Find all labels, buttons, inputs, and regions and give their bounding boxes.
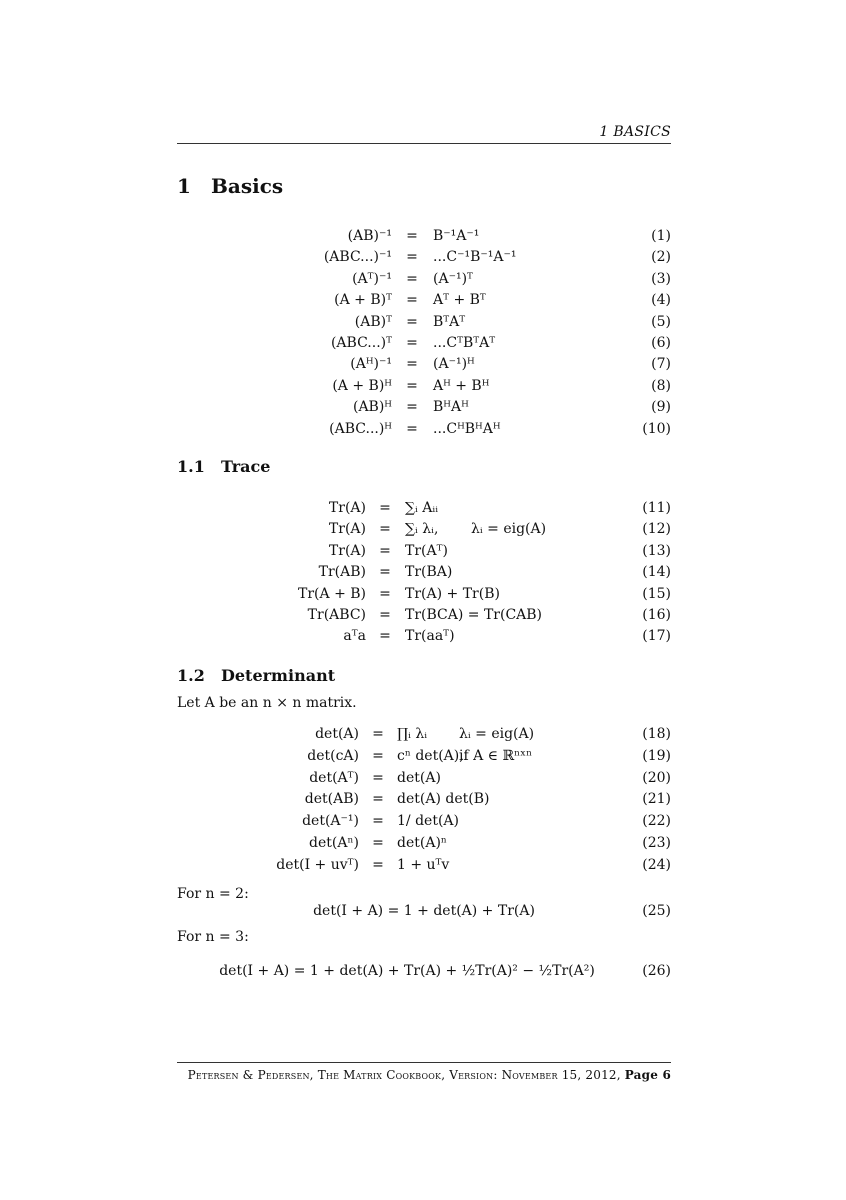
equals-sign: = [379,564,391,581]
equals-sign: = [406,292,418,309]
equation-number: (14) [642,564,671,581]
section-number: 1 [177,174,191,198]
equation-row [0,855,846,875]
equation-lhs: det(I + uvᵀ) [276,856,359,873]
equation-lhs: (AB)ᵀ [354,313,392,330]
section-title [177,174,283,198]
equation-row [0,519,846,539]
equation-lhs: (ABC...)ᴴ [329,420,392,437]
equals-sign: = [379,521,391,538]
equation-condition: λᵢ = eig(A) [471,521,547,538]
equation-lhs: det(cA) [307,747,359,764]
equation-row [0,746,846,766]
equation-number: (17) [642,628,671,645]
equation-number: (24) [642,856,671,873]
equation-rhs: B⁻¹A⁻¹ [433,228,480,244]
equation-row [0,498,846,518]
equals-sign: = [379,607,391,623]
equation-lhs: (ABC...)⁻¹ [323,249,392,266]
equals-sign: = [406,335,418,351]
footer-rule [177,1062,671,1063]
equation-condition: if A ∈ ℝⁿˣⁿ [459,747,533,764]
equation-number: (16) [642,607,671,623]
equation-row [0,768,846,788]
equation-rhs: Aᴴ + Bᴴ [433,377,490,394]
equation-lhs: (ABC...)ᵀ [330,335,392,351]
equation-lhs: (AB)ᴴ [352,399,392,416]
subsection-title-determinant [177,666,335,685]
equation-row [0,562,846,582]
equation-lhs: Tr(A) [328,500,366,516]
equals-sign: = [379,542,391,559]
equation-number: (21) [642,791,671,808]
subsection-title-text: Determinant [221,666,336,685]
equation-rhs: Tr(BA) [405,564,453,581]
equation-number: (8) [651,377,671,394]
equation-number: (12) [642,521,671,538]
equation-lhs: (Aᵀ)⁻¹ [352,270,392,287]
equation-row [177,963,671,983]
equation-body: det(I + A) = 1 + det(A) + Tr(A) [313,903,535,919]
subsection-title-trace [177,457,270,476]
equals-sign: = [406,228,418,244]
equation-rhs: 1 + uᵀv [397,856,450,873]
equation-lhs: det(Aⁿ) [309,835,359,851]
equals-sign: = [379,585,391,602]
equation-row [0,789,846,809]
footer-text: Petersen & Pedersen, The Matrix Cookbook, Version: November 15, 2012, [187,1068,621,1082]
equation-rhs: BᴴAᴴ [433,399,469,416]
equation-row [0,419,846,439]
equation-lhs: Tr(ABC) [307,607,366,623]
equation-rhs: Aᵀ + Bᵀ [433,292,486,309]
equation-number: (20) [642,769,671,786]
equation-rhs: 1/ det(A) [397,813,459,830]
equation-row [0,226,846,246]
equation-number: (18) [642,726,671,742]
equation-lhs: Tr(A + B) [298,585,366,602]
equation-number: (11) [642,500,671,516]
equation-number: (22) [642,813,671,830]
page-number: Page 6 [624,1068,671,1082]
equation-row [0,605,846,625]
equation-number: (5) [651,313,671,330]
header-rule [177,143,671,144]
running-header: 1 BASICS [599,124,671,140]
equals-sign: = [372,813,384,830]
equation-number: (4) [651,292,671,309]
equals-sign: = [372,856,384,873]
equation-lhs: aᵀa [343,628,366,645]
subsection-title-text: Trace [221,457,271,476]
equation-number: (23) [642,835,671,851]
equation-row [177,903,671,923]
equation-rhs: det(A) det(B) [397,791,490,808]
equals-sign: = [406,249,418,266]
equation-row [0,290,846,310]
equation-rhs: BᵀAᵀ [433,313,466,330]
equation-lhs: Tr(AB) [318,564,366,581]
equals-sign: = [406,270,418,287]
equals-sign: = [372,791,384,808]
equation-rhs: det(A)ⁿ [397,835,447,851]
equation-rhs: Tr(BCA) = Tr(CAB) [405,607,543,623]
equation-row [0,811,846,831]
equation-lhs: det(AB) [304,791,359,808]
equation-rhs: ∑ᵢ λᵢ, [405,521,439,538]
n3-label: For n = 3: [177,929,249,945]
equation-lhs: det(Aᵀ) [309,769,359,786]
equation-lhs: Tr(A) [328,542,366,559]
equation-number: (19) [642,747,671,764]
equation-rhs: Tr(Aᵀ) [405,542,448,559]
equation-number: (15) [642,585,671,602]
equation-row [0,376,846,396]
equals-sign: = [372,835,384,851]
equals-sign: = [406,420,418,437]
equation-row [0,724,846,744]
equation-lhs: det(A) [315,726,359,742]
equation-rhs: det(A) [397,769,441,786]
page-footer [177,1068,671,1082]
equation-number: (2) [651,249,671,266]
equation-rhs: ∏ᵢ λᵢ [397,726,428,742]
equals-sign: = [406,399,418,416]
equation-condition: λᵢ = eig(A) [459,726,535,742]
equals-sign: = [379,628,391,645]
equals-sign: = [372,769,384,786]
equation-row [0,333,846,353]
equation-rhs: (A⁻¹)ᴴ [433,356,475,373]
equation-row [0,354,846,374]
equation-lhs: det(A⁻¹) [302,813,359,830]
equation-number: (7) [651,356,671,373]
equation-lhs: Tr(A) [328,521,366,538]
equation-rhs: (A⁻¹)ᵀ [433,270,473,287]
equation-lhs: (Aᴴ)⁻¹ [350,356,392,373]
equation-rhs: Tr(aaᵀ) [405,628,455,645]
equation-row [0,833,846,853]
subsection-number: 1.2 [177,666,205,685]
equation-body: det(I + A) = 1 + det(A) + Tr(A) + ½Tr(A)² − ½Tr(A²) [219,963,595,979]
equation-row [0,247,846,267]
subsection-number: 1.1 [177,457,205,476]
equation-rhs: ...C⁻¹B⁻¹A⁻¹ [433,249,517,266]
n2-label: For n = 2: [177,886,249,902]
equation-row [0,626,846,646]
equation-number: (1) [651,228,671,244]
equation-rhs: ∑ᵢ Aᵢᵢ [405,500,439,516]
equation-row [0,397,846,417]
equation-number: (9) [651,399,671,416]
equation-number: (13) [642,542,671,559]
equation-number: (26) [642,963,671,979]
equation-row [0,541,846,561]
equation-lhs: (A + B)ᵀ [334,292,392,309]
equation-number: (3) [651,270,671,287]
equation-row [0,312,846,332]
equation-rhs: ...CᵀBᵀAᵀ [433,335,496,351]
equation-number: (6) [651,335,671,351]
equals-sign: = [406,356,418,373]
equals-sign: = [379,500,391,516]
equation-rhs: cⁿ det(A), [397,747,464,764]
equals-sign: = [372,747,384,764]
equation-lhs: (A + B)ᴴ [332,377,392,394]
equation-lhs: (AB)⁻¹ [347,228,392,244]
equals-sign: = [406,377,418,394]
section-title-text: Basics [211,174,284,198]
equation-rhs: Tr(A) + Tr(B) [405,585,500,602]
equation-number: (10) [642,420,671,437]
equals-sign: = [406,313,418,330]
equation-row [0,269,846,289]
equals-sign: = [372,726,384,742]
determinant-intro: Let A be an n × n matrix. [177,695,357,711]
equation-rhs: ...CᴴBᴴAᴴ [433,420,501,437]
equation-row [0,584,846,604]
equation-number: (25) [642,903,671,919]
